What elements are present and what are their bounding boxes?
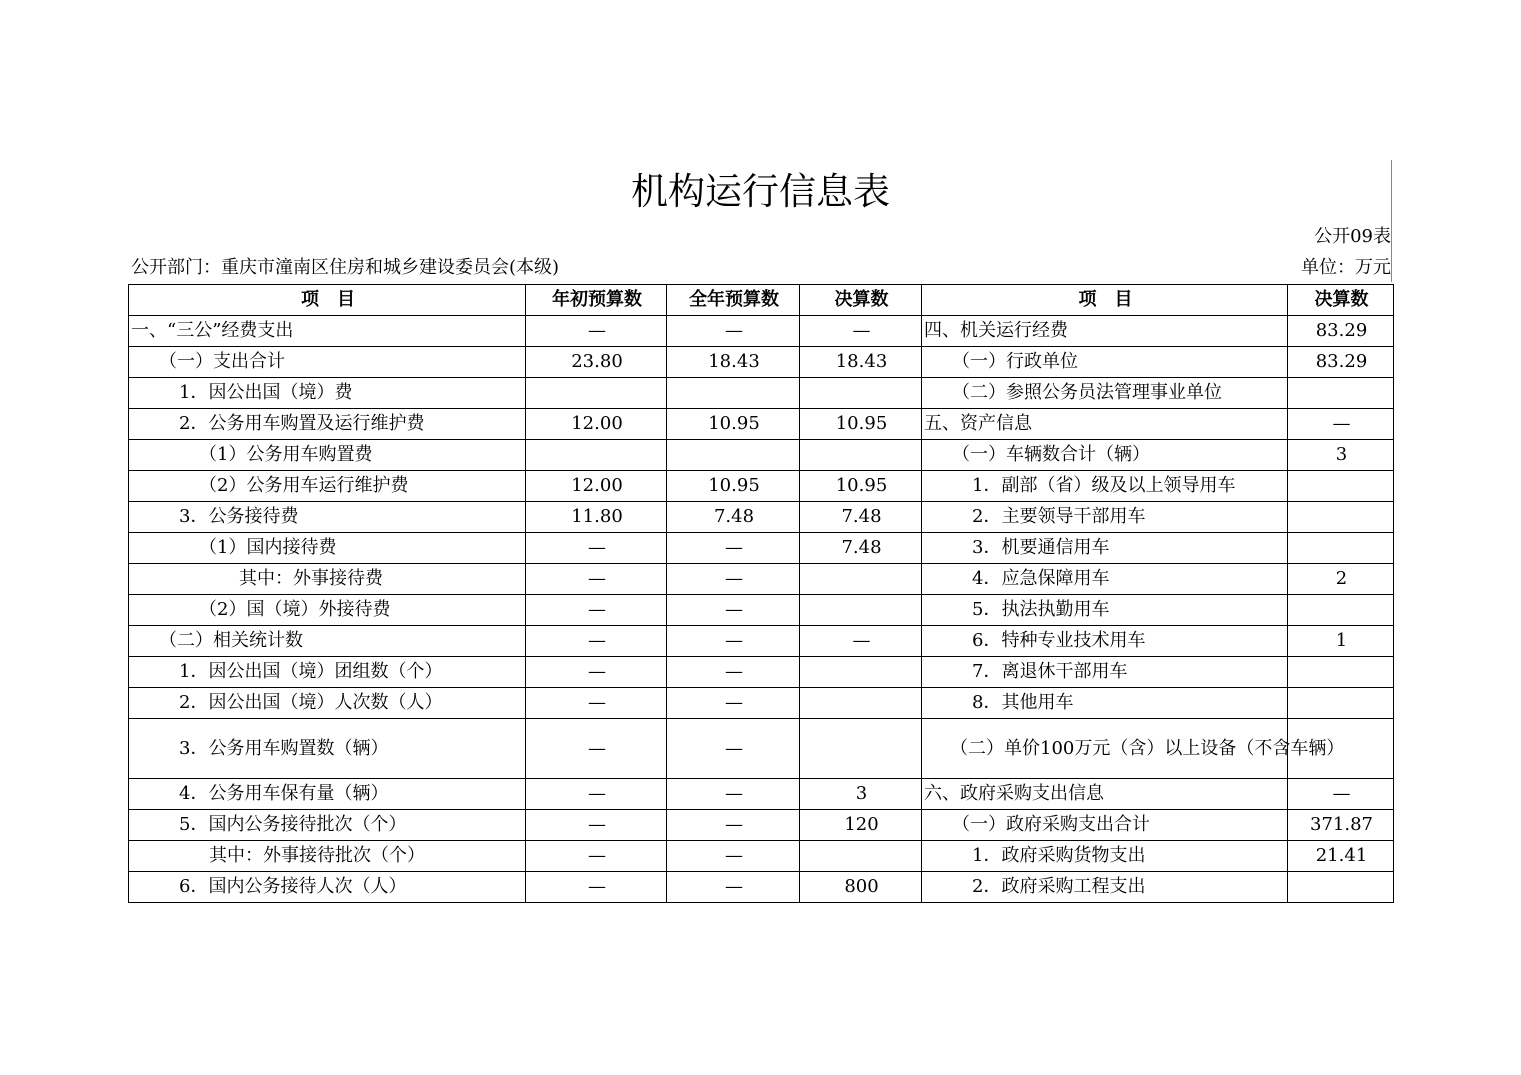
initial-budget-cell: —	[526, 810, 667, 841]
right-item-cell: 1．政府采购货物支出	[922, 841, 1288, 872]
final-account-cell: —	[800, 626, 922, 657]
table-row	[129, 688, 1394, 719]
left-item-cell: （1）国内接待费	[129, 533, 526, 564]
full-year-budget-cell: 7.48	[667, 502, 800, 533]
right-value-cell: —	[1288, 409, 1394, 440]
right-item-cell: 6．特种专业技术用车	[922, 626, 1288, 657]
right-item-cell: 8．其他用车	[922, 688, 1288, 719]
department-label: 公开部门：重庆市潼南区住房和城乡建设委员会(本级)	[131, 257, 560, 278]
final-account-cell: 10.95	[800, 471, 922, 502]
table-row	[129, 378, 1394, 409]
left-item-cell: 4．公务用车保有量（辆）	[129, 779, 526, 810]
final-account-cell	[800, 378, 922, 409]
header-row	[129, 285, 1394, 316]
left-item-cell: 1．因公出国（境）费	[129, 378, 526, 409]
final-account-cell	[800, 440, 922, 471]
table-row	[129, 779, 1394, 810]
right-value-cell: 2	[1288, 564, 1394, 595]
left-item-cell: （2）国（境）外接待费	[129, 595, 526, 626]
full-year-budget-cell: —	[667, 719, 800, 779]
right-item-cell: 5．执法执勤用车	[922, 595, 1288, 626]
table-row	[129, 657, 1394, 688]
left-item-cell: （二）相关统计数	[129, 626, 526, 657]
full-year-budget-cell: —	[667, 779, 800, 810]
full-year-budget-cell: —	[667, 872, 800, 903]
initial-budget-cell	[526, 378, 667, 409]
full-year-budget-cell	[667, 378, 800, 409]
initial-budget-cell: —	[526, 533, 667, 564]
full-year-budget-cell: 10.95	[667, 409, 800, 440]
table-row	[129, 440, 1394, 471]
header-left-item: 项 目	[129, 285, 526, 316]
initial-budget-cell: 23.80	[526, 347, 667, 378]
right-item-cell: 4．应急保障用车	[922, 564, 1288, 595]
form-number: 公开09表	[1314, 226, 1391, 247]
initial-budget-cell: —	[526, 872, 667, 903]
table-row	[129, 347, 1394, 378]
initial-budget-cell	[526, 440, 667, 471]
header-full-year-budget: 全年预算数	[667, 285, 800, 316]
left-item-cell: （2）公务用车运行维护费	[129, 471, 526, 502]
unit-label: 单位：万元	[1301, 257, 1391, 278]
table-row	[129, 841, 1394, 872]
full-year-budget-cell: 18.43	[667, 347, 800, 378]
final-account-cell: —	[800, 316, 922, 347]
table-row	[129, 471, 1394, 502]
final-account-cell	[800, 719, 922, 779]
right-item-cell: （二）参照公务员法管理事业单位	[922, 378, 1288, 409]
initial-budget-cell: —	[526, 688, 667, 719]
table-row	[129, 872, 1394, 903]
left-item-cell: 6．国内公务接待人次（人）	[129, 872, 526, 903]
full-year-budget-cell: —	[667, 533, 800, 564]
right-item-cell: （一）车辆数合计（辆）	[922, 440, 1288, 471]
initial-budget-cell: 12.00	[526, 409, 667, 440]
initial-budget-cell: —	[526, 595, 667, 626]
right-value-cell: 21.41	[1288, 841, 1394, 872]
right-item-cell: 2．主要领导干部用车	[922, 502, 1288, 533]
right-item-cell: 1．副部（省）级及以上领导用车	[922, 471, 1288, 502]
final-account-cell: 3	[800, 779, 922, 810]
left-item-cell: 5．国内公务接待批次（个）	[129, 810, 526, 841]
full-year-budget-cell: —	[667, 595, 800, 626]
left-item-cell: 1．因公出国（境）团组数（个）	[129, 657, 526, 688]
right-value-cell: —	[1288, 779, 1394, 810]
final-account-cell: 800	[800, 872, 922, 903]
right-item-cell: （一）行政单位	[922, 347, 1288, 378]
header-right-final-account: 决算数	[1288, 285, 1394, 316]
table-row	[129, 626, 1394, 657]
full-year-budget-cell: —	[667, 841, 800, 872]
table-row	[129, 316, 1394, 347]
right-item-cell: （二）单价100万元（含）以上设备（不含车辆）	[922, 719, 1288, 779]
left-item-cell: 2．公务用车购置及运行维护费	[129, 409, 526, 440]
right-value-cell	[1288, 502, 1394, 533]
right-item-cell: 五、资产信息	[922, 409, 1288, 440]
table-row	[129, 409, 1394, 440]
right-value-cell	[1288, 471, 1394, 502]
left-item-cell: 其中：外事接待批次（个）	[129, 841, 526, 872]
page-title: 机构运行信息表	[631, 170, 890, 213]
left-item-cell: 2．因公出国（境）人次数（人）	[129, 688, 526, 719]
table-row	[129, 533, 1394, 564]
final-account-cell	[800, 564, 922, 595]
left-item-cell: （一）支出合计	[129, 347, 526, 378]
right-value-cell: 371.87	[1288, 810, 1394, 841]
final-account-cell: 10.95	[800, 409, 922, 440]
table-row	[129, 719, 1394, 779]
final-account-cell	[800, 595, 922, 626]
table-row	[129, 502, 1394, 533]
left-item-cell: 3．公务用车购置数（辆）	[129, 719, 526, 779]
initial-budget-cell: —	[526, 719, 667, 779]
table-row	[129, 564, 1394, 595]
full-year-budget-cell: 10.95	[667, 471, 800, 502]
operation-info-table	[128, 284, 1394, 903]
right-value-cell: 3	[1288, 440, 1394, 471]
table-row	[129, 595, 1394, 626]
initial-budget-cell: —	[526, 564, 667, 595]
full-year-budget-cell: —	[667, 316, 800, 347]
full-year-budget-cell: —	[667, 810, 800, 841]
right-item-cell: 2．政府采购工程支出	[922, 872, 1288, 903]
right-value-cell	[1288, 872, 1394, 903]
left-item-cell: 3．公务接待费	[129, 502, 526, 533]
header-initial-budget: 年初预算数	[526, 285, 667, 316]
table-body	[129, 316, 1394, 903]
right-value-cell	[1288, 595, 1394, 626]
final-account-cell	[800, 657, 922, 688]
final-account-cell	[800, 841, 922, 872]
right-value-cell	[1288, 378, 1394, 409]
right-value-cell	[1288, 688, 1394, 719]
right-item-cell: 六、政府采购支出信息	[922, 779, 1288, 810]
full-year-budget-cell: —	[667, 564, 800, 595]
final-account-cell	[800, 688, 922, 719]
final-account-cell: 18.43	[800, 347, 922, 378]
header-final-account: 决算数	[800, 285, 922, 316]
initial-budget-cell: —	[526, 626, 667, 657]
final-account-cell: 7.48	[800, 533, 922, 564]
table-row	[129, 810, 1394, 841]
initial-budget-cell: —	[526, 779, 667, 810]
left-item-cell: 其中：外事接待费	[129, 564, 526, 595]
right-value-cell	[1288, 533, 1394, 564]
left-item-cell: （1）公务用车购置费	[129, 440, 526, 471]
right-item-cell: 四、机关运行经费	[922, 316, 1288, 347]
initial-budget-cell: 11.80	[526, 502, 667, 533]
initial-budget-cell: —	[526, 316, 667, 347]
initial-budget-cell: 12.00	[526, 471, 667, 502]
right-value-cell: 83.29	[1288, 316, 1394, 347]
right-item-cell: 3．机要通信用车	[922, 533, 1288, 564]
full-year-budget-cell: —	[667, 626, 800, 657]
right-value-cell: 1	[1288, 626, 1394, 657]
left-item-cell: 一、“三公”经费支出	[129, 316, 526, 347]
right-item-cell: （一）政府采购支出合计	[922, 810, 1288, 841]
final-account-cell: 120	[800, 810, 922, 841]
final-account-cell: 7.48	[800, 502, 922, 533]
full-year-budget-cell: —	[667, 688, 800, 719]
initial-budget-cell: —	[526, 657, 667, 688]
initial-budget-cell: —	[526, 841, 667, 872]
right-item-cell: 7．离退休干部用车	[922, 657, 1288, 688]
full-year-budget-cell	[667, 440, 800, 471]
header-right-item: 项 目	[922, 285, 1288, 316]
right-value-cell: 83.29	[1288, 347, 1394, 378]
right-value-cell	[1288, 657, 1394, 688]
full-year-budget-cell: —	[667, 657, 800, 688]
